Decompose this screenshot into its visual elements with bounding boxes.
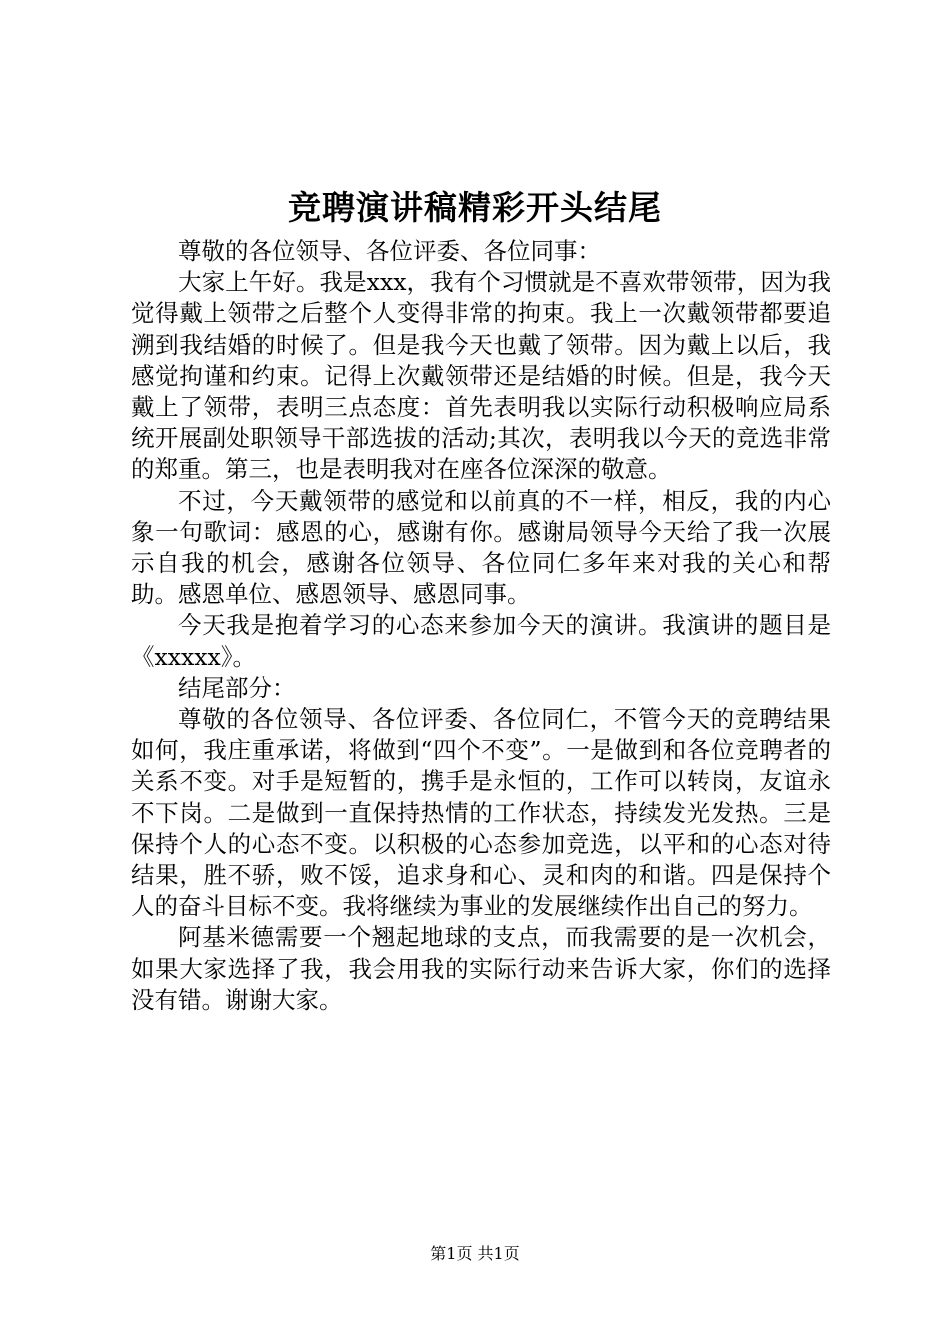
closing-section-heading: 结尾部分： <box>178 673 296 702</box>
page-number-footer: 第1页 共1页 <box>430 1244 520 1263</box>
gratitude-paragraph: 不过，今天戴领带的感觉和以前真的不一样，相反，我的内心象一句歌词：感恩的心，感谢有你。感谢局领导今天给了我一次展示自我的机会，感谢各位领导、各位同仁多年来对我的关心和帮助。感恩单位、感恩领导、感恩同事。 <box>131 486 831 609</box>
closing-paragraph: 尊敬的各位领导、各位评委、各位同仁，不管今天的竞聘结果如何，我庄重承诺，将做到“四个不变”。一是做到和各位竞聘者的关系不变。对手是短暂的，携手是永恒的，工作可以转岗，友谊永不下岗。二是做到一直保持热情的工作状态，持续发光发热。三是保持个人的心态不变。以积极的心态参加竞选，以平和的心态对待结果，胜不骄，败不馁，追求身和心、灵和肉的和谐。四是保持个人的奋斗目标不变。我将继续为事业的发展继续作出自己的努力。 <box>131 705 831 921</box>
salutation-paragraph: 尊敬的各位领导、各位评委、各位同事： <box>178 237 601 265</box>
document-body <box>131 236 831 1016</box>
final-paragraph: 阿基米德需要一个翘起地球的支点，而我需要的是一次机会，如果大家选择了我，我会用我的实际行动来告诉大家，你们的选择没有错。谢谢大家。 <box>131 923 831 1014</box>
document-title: 竞聘演讲稿精彩开头结尾 <box>288 188 662 227</box>
opening-paragraph: 大家上午好。我是xxx，我有个习惯就是不喜欢带领带，因为我觉得戴上领带之后整个人变得非常的拘束。我上一次戴领带都要追溯到我结婚的时候了。但是我今天也戴了领带。因为戴上以后，我感觉拘谨和约束。记得上次戴领带还是结婚的时候。但是，我今天戴上了领带，表明三点态度：首先表明我以实际行动积极响应局系统开展副处职领导干部选拔的活动;其次，表明我以今天的竞选非常的郑重。第三，也是表明我对在座各位深深的敬意。 <box>131 268 831 484</box>
topic-paragraph: 今天我是抱着学习的心态来参加今天的演讲。我演讲的题目是《xxxxx》。 <box>131 611 831 671</box>
